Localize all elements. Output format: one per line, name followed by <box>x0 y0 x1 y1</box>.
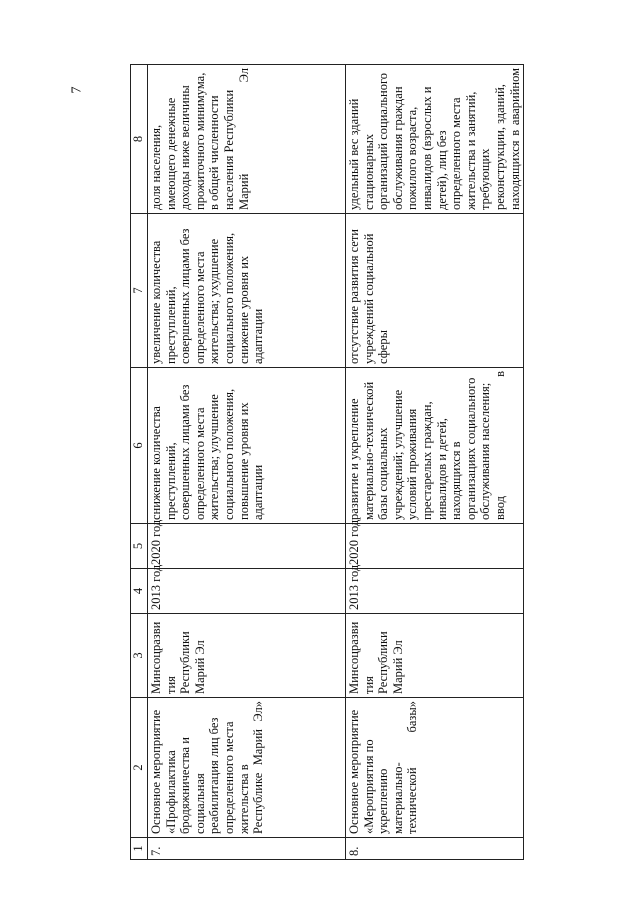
executor: Минсоцразвития Республики Марий Эл <box>148 614 346 698</box>
header-col-6: 6 <box>131 368 148 524</box>
expected-result: снижение количества преступлений, совершенных лицами без определенного места жительства; улучшение социального положения, повышение уровня их адаптации <box>148 368 346 524</box>
header-col-1: 1 <box>131 838 148 860</box>
measure-name: Основное мероприятие «Профилактика бродяжничества и социальная реабилитация лиц без определенного места жительства в Республике Марий Эл» <box>148 698 346 838</box>
executor: Минсоцразвития Республики Марий Эл <box>346 614 524 698</box>
end-year: 2020 год <box>346 524 524 569</box>
row-number: 7. <box>148 838 346 860</box>
header-col-3: 3 <box>131 614 148 698</box>
non-implementation-consequences: отсутствие развития сети учреждений социальной сферы <box>346 214 524 368</box>
header-col-5: 5 <box>131 524 148 569</box>
header-col-7: 7 <box>131 214 148 368</box>
table-row <box>148 65 346 860</box>
header-col-8: 8 <box>131 65 148 214</box>
row-number: 8. <box>346 838 524 860</box>
related-indicators: удельный вес зданий стационарных организаций социального обслуживания граждан пожилого возраста, инвалидов (взрослых и детей), лиц без определенного места жительства и занятий, требующих реконструкции, зданий, находящихся в аварийном <box>346 65 524 214</box>
measure-name: Основное мероприятие «Мероприятия по укреплению материально-технической базы» <box>346 698 524 838</box>
table-row <box>346 65 524 860</box>
start-year: 2013 год <box>346 569 524 614</box>
rotated-page <box>130 65 600 860</box>
measures-table <box>130 64 524 860</box>
start-year: 2013 год <box>148 569 346 614</box>
non-implementation-consequences: увеличение количества преступлений, совершенных лицами без определенного места жительства; ухудшение социального положения, снижение уровня их адаптации <box>148 214 346 368</box>
page-number: 7 <box>69 86 85 94</box>
header-col-4: 4 <box>131 569 148 614</box>
header-col-2: 2 <box>131 698 148 838</box>
expected-result: развитие и укрепление материально-технической базы социальных учреждений; улучшение условий проживания престарелых граждан, инвалидов и детей, находящихся в организациях социального обслуживания населения; ввод в <box>346 368 524 524</box>
end-year: 2020 год <box>148 524 346 569</box>
related-indicators: доля населения, имеющего денежные доходы ниже величины прожиточного минимума, в общей численности населения Республики Марий Эл <box>148 65 346 214</box>
table-header-row <box>131 65 148 860</box>
